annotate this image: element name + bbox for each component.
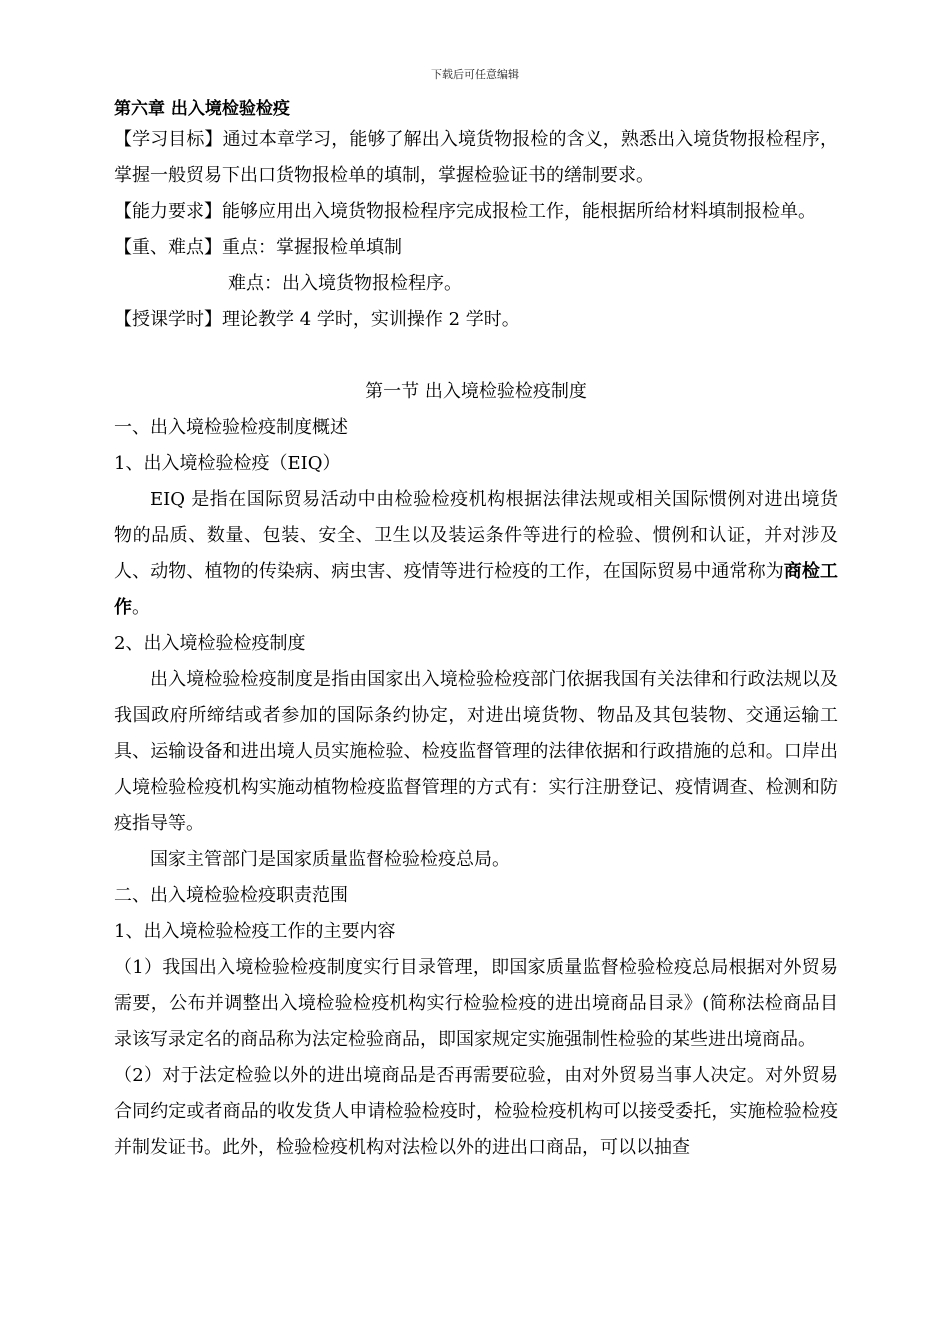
key-points-paragraph (114, 230, 838, 266)
key-point-text: 重点：掌握报检单填制 (222, 237, 402, 258)
paragraph-authority: 国家主管部门是国家质量监督检验检疫总局。 (150, 849, 510, 870)
heading-system: 2、出入境检验检疫制度 (114, 633, 306, 654)
objectives-text: 通过本章学习，能够了解出入境货物报检的含义，熟悉出入境货物报检程序，掌握一般贸易下出口货物报检单的填制，掌握检验证书的缮制要求。 (114, 129, 839, 186)
heading-overview: 一、出入境检验检疫制度概述 (114, 417, 348, 438)
paragraph-item-2: （2）对于法定检验以外的进出境商品是否再需要砬验，由对外贸易当事人决定。对外贸易合同约定或者商品的收发货人申请检验检疫时，检验检疫机构可以接受委托，实施检验检疫并制发证书。此外，检验检疫机构对法检以外的进出口商品，可以以抽查 (114, 1065, 838, 1158)
heading-eiq: 1、出入境检验检疫（EIQ） (114, 453, 341, 474)
objectives-paragraph (114, 122, 838, 194)
key-points-label: 【重、难点】 (114, 237, 222, 258)
eiq-text-end: 。 (132, 597, 150, 618)
hours-text: 理论教学 4 学时，实训操作 2 学时。 (222, 309, 520, 330)
paragraph-item-1: （1）我国出入境检验检疫制度实行目录管理，即国家质量监督检验检疫总局根据对外贸易需要，公布并调整出入境检验检疫机构实行检验检疫的进出境商品目录》(简称法检商品目录该写录定名的商品称为法定检验商品，即国家规定实施强制性检验的某些进出境商品。 (114, 957, 838, 1050)
paragraph-eiq (114, 482, 838, 626)
ability-text: 能够应用出入境货物报检程序完成报检工作，能根据所给材料填制报检单。 (222, 201, 816, 222)
page-header: 下载后可任意编辑 (431, 68, 519, 81)
section-title: 第一节 出入境检验检疫制度 (365, 381, 587, 402)
hours-paragraph (114, 302, 838, 338)
eiq-bold-term: 商检工作 (114, 561, 839, 618)
paragraph-system: 出入境检验检疫制度是指由国家出入境检验检疫部门依据我国有关法律和行政法规以及我国政府所缔结或者参加的国际条约协定，对进出境货物、物品及其包装物、交通运输工具、运输设备和进出境人员实施检验、检疫监督管理的法律依据和行政措施的总和。口岸出人境检验检疫机构实施动植物检疫监督管理的方式有：实行注册登记、疫情调查、检测和防疫指导等。 (114, 669, 838, 834)
hours-label: 【授课学时】 (114, 309, 222, 330)
heading-main-content: 1、出入境检验检疫工作的主要内容 (114, 921, 396, 942)
ability-label: 【能力要求】 (114, 201, 222, 222)
ability-paragraph (114, 194, 838, 230)
chapter-title: 第六章 出入境检验检疫 (114, 99, 290, 119)
objectives-label: 【学习目标】 (114, 129, 223, 150)
eiq-text: EIQ 是指在国际贸易活动中由检验检疫机构根据法律法规或相关国际惯例对进出境货物的品质、数量、包装、安全、卫生以及装运条件等进行的检验、惯例和认证，并对涉及人、动物、植物的传染病、病虫害、疫情等进行检疫的工作，在国际贸易中通常称为 (114, 489, 838, 582)
heading-scope: 二、出入境检验检疫职责范围 (114, 885, 348, 906)
document-body (114, 96, 838, 1166)
difficult-point-text: 难点：出入境货物报检程序。 (228, 273, 462, 294)
